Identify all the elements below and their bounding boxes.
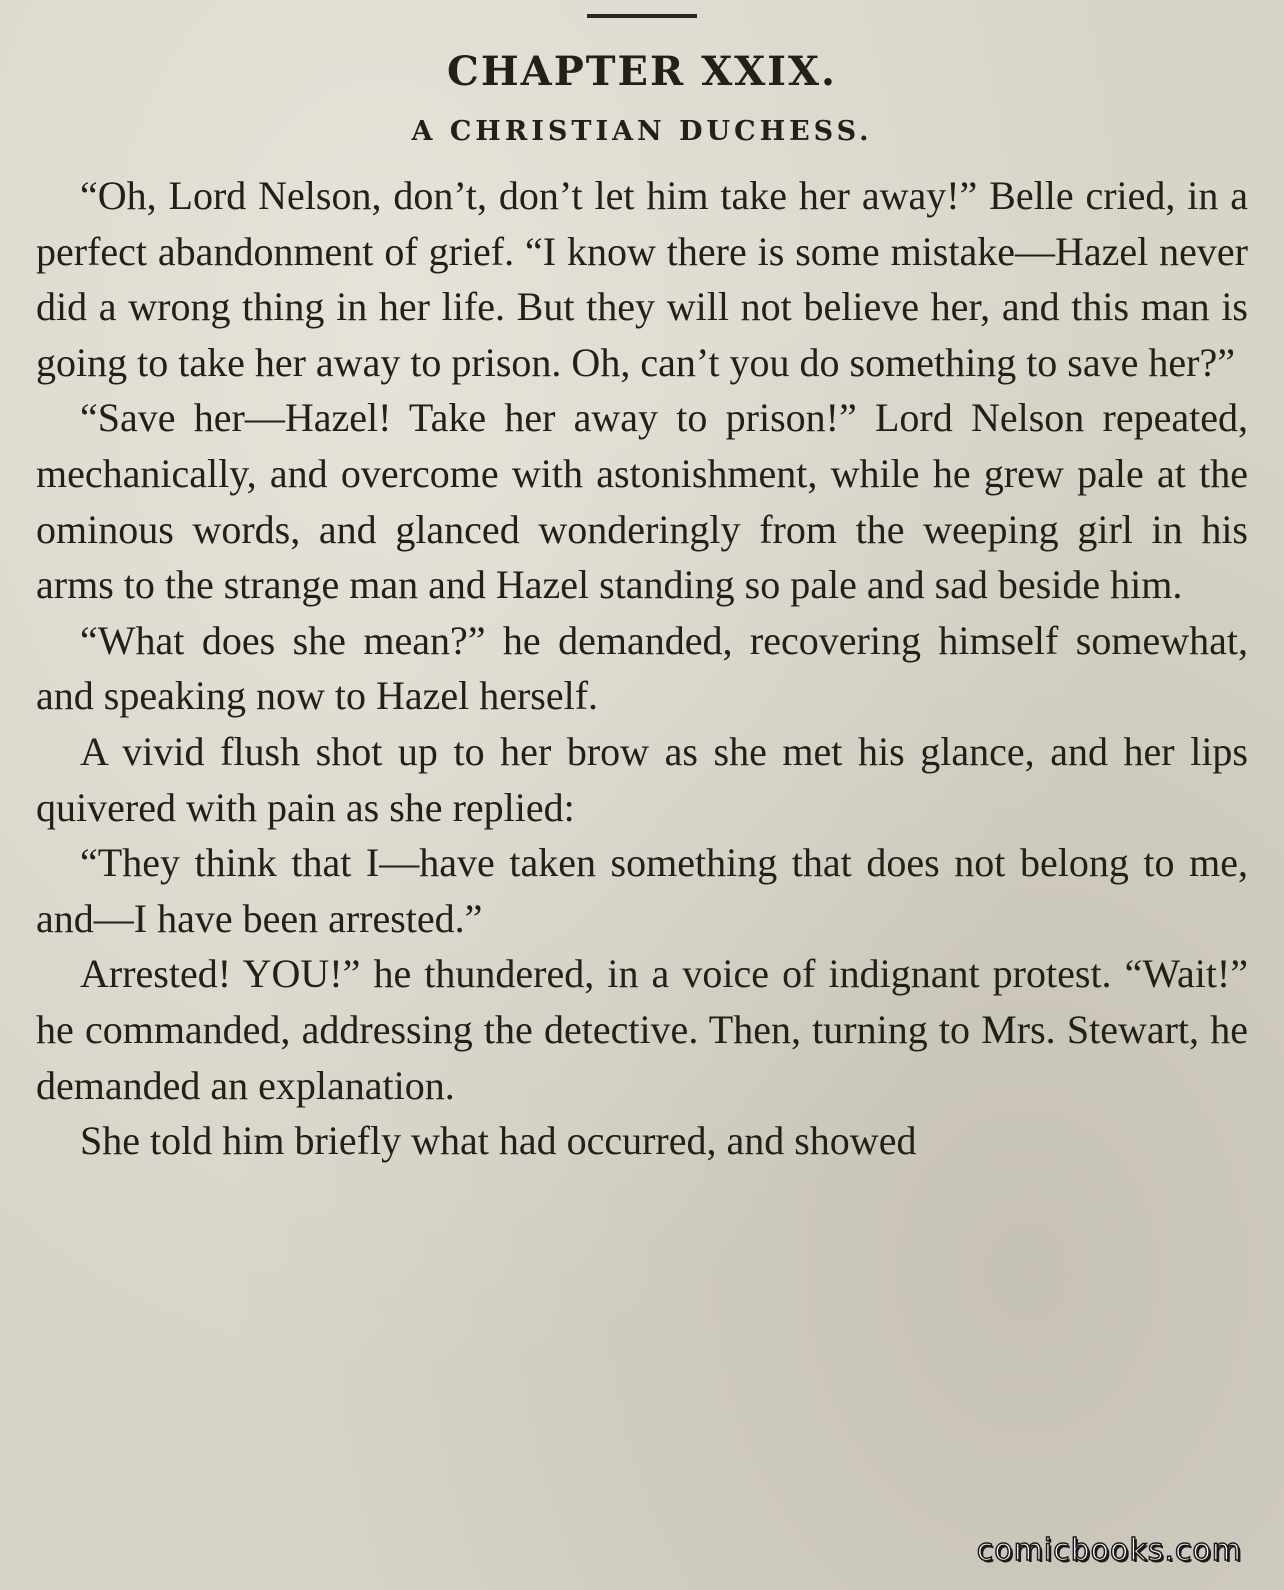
paragraph: A vivid flush shot up to her brow as she met his glance, and her lips quivered with pain as she replied: [36, 728, 1248, 830]
paragraph: “Oh, Lord Nelson, don’t, don’t let him take her away!” Belle cried, in a perfect abandonment of grief. “I know there is some mistake—Hazel never did a wrong thing in her life. But they will not believe her, and this man is going to take her away to prison. Oh, can’t you do something to save her?” [36, 173, 1248, 385]
article-body [36, 168, 1248, 1169]
chapter-subtitle: A CHRISTIAN DUCHESS. [411, 116, 873, 147]
paragraph: “Save her—Hazel! Take her away to prison!” Lord Nelson repeated, mechanically, and overcome with astonishment, while he grew pale at the ominous words, and glanced wonderingly from the weeping girl in his arms to the strange man and Hazel standing so pale and sad beside him. [36, 395, 1248, 608]
newspaper-clipping [36, 0, 1248, 1590]
paragraph: Arrested! YOU!” he thundered, in a voice of indignant protest. “Wait!” he commanded, addressing the detective. Then, turning to Mrs. Stewart, he demanded an explanation. [36, 951, 1248, 1108]
paragraph: She told him briefly what had occurred, and showed [80, 1118, 917, 1164]
paragraph: “What does she mean?” he demanded, recovering himself somewhat, and speaking now to Hazel herself. [36, 617, 1248, 719]
chapter-title: CHAPTER XXIX. [447, 48, 837, 95]
watermark-logo: comicbooks.com [976, 1533, 1242, 1568]
paragraph: “They think that I—have taken something that does not belong to me, and—I have been arrested.” [36, 840, 1248, 941]
top-rule [587, 14, 697, 18]
